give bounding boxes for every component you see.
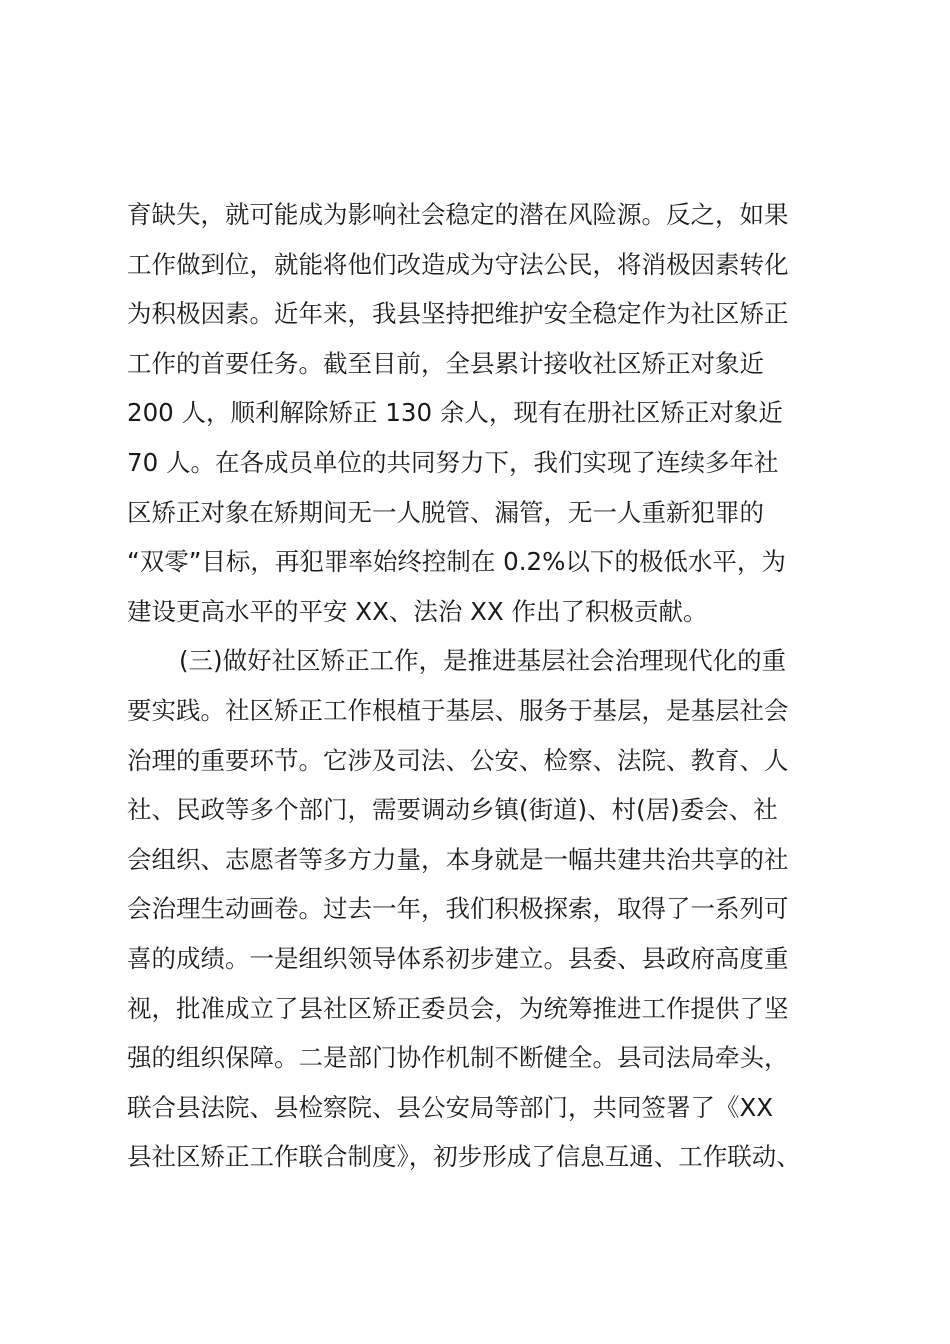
text-line: 强的组织保障。二是部门协作机制不断健全。县司法局牵头， [127, 1043, 789, 1073]
text-line: 为积极因素。近年来，我县坚持把维护安全稳定作为社区矫正 [127, 299, 789, 329]
body-text [127, 190, 827, 1182]
text-line: 喜的成绩。一是组织领导体系初步建立。县委、县政府高度重 [127, 943, 789, 973]
text-line: 视，批准成立了县社区矫正委员会，为统筹推进工作提供了坚 [127, 993, 789, 1023]
text-line: 要实践。社区矫正工作根植于基层、服务于基层，是基层社会 [127, 695, 789, 725]
paragraph-start-line: (三)做好社区矫正工作，是推进基层社会治理现代化的重 [179, 646, 787, 676]
text-line: 70 人。在各成员单位的共同努力下，我们实现了连续多年社 [127, 447, 779, 477]
text-line: 区矫正对象在矫期间无一人脱管、漏管，无一人重新犯罪的 [127, 497, 764, 527]
text-line: 会治理生动画卷。过去一年，我们积极探索，取得了一系列可 [127, 894, 789, 924]
text-line: 县社区矫正工作联合制度》，初步形成了信息互通、工作联动、 [127, 1142, 801, 1172]
text-line: 200 人，顺利解除矫正 130 余人，现有在册社区矫正对象近 [127, 398, 783, 428]
text-line: 会组织、志愿者等多方力量，本身就是一幅共建共治共享的社 [127, 844, 789, 874]
text-line: 社、民政等多个部门，需要调动乡镇(街道)、村(居)委会、社 [127, 795, 778, 825]
text-line: 工作的首要任务。截至目前，全县累计接收社区矫正对象近 [127, 348, 764, 378]
text-line: “双零”目标，再犯罪率始终控制在 0.2%以下的极低水平，为 [127, 547, 786, 577]
text-line: 建设更高水平的平安 XX、法治 XX 作出了积极贡献。 [127, 596, 708, 626]
text-line: 育缺失，就可能成为影响社会稳定的潜在风险源。反之，如果 [127, 200, 789, 229]
text-line: 联合县法院、县检察院、县公安局等部门，共同签署了《XX [127, 1092, 774, 1122]
text-line: 工作做到位，就能将他们改造成为守法公民，将消极因素转化 [127, 249, 789, 279]
text-line: 治理的重要环节。它涉及司法、公安、检察、法院、教育、人 [127, 745, 789, 775]
